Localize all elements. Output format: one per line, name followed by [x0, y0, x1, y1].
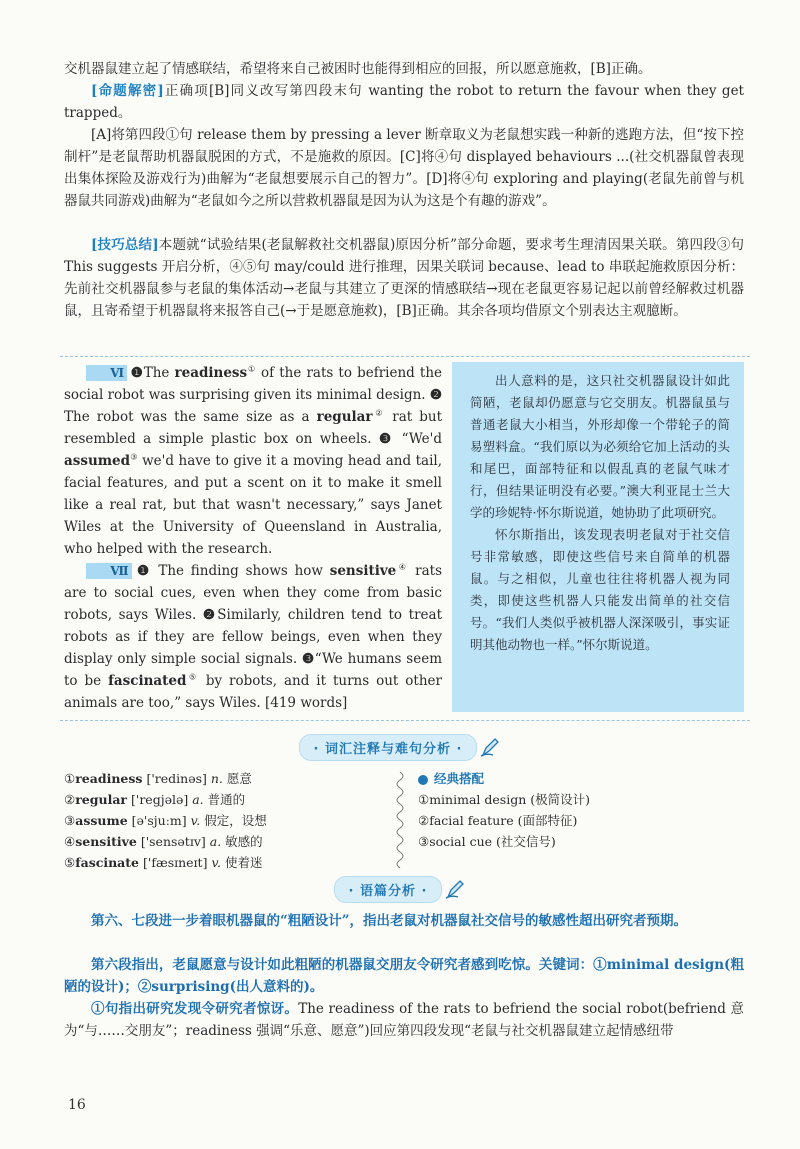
translation-box [452, 362, 744, 712]
paragraph-number: Ⅵ [86, 365, 127, 381]
jiqiao-paragraph: [技巧总结]本题就“试验结果(老鼠解救社交机器鼠)原因分析”部分命题，要求考生理清因果关联。第四段③句 This suggests 开启分析，④⑤句 may/could 进行推理，因果关联词 because、lead to 串联起施救原因分析：先前社交机器鼠参与老鼠的集体活动→老鼠与其建立了更深的情感联结→现在老鼠更容易记起以前曾经解救过机器鼠，且寄希望于机器鼠将来报答自己(→于是愿意施救)，[B]正确。其余各项均借原文个别表达主观臆断。 [64, 237, 744, 319]
divider [60, 720, 750, 721]
jiqiao-tag: [技巧总结] [91, 237, 159, 253]
vocab-item: ⑤fascinate ['fæsɪneɪt] v. 使着迷 [64, 855, 263, 870]
vocab-list [64, 768, 384, 873]
collocation-item: ③social cue (社交信号) [418, 834, 556, 849]
translation-paragraph-6: 出人意料的是，这只社交机器鼠设计如此简陋，老鼠却仍愿意与它交朋友。机器鼠虽与普通老鼠大小相当，外形却像一个带轮子的简易塑料盒。“我们原以为必须给它加上活动的头和尾巴，面部特征和以假乱真的老鼠气味才行，但结果证明没有必要。”澳大利亚昆士兰大学的珍妮特·怀尔斯说道，她协助了此项研究。 [470, 373, 730, 520]
collocation-item: ①minimal design (极简设计) [418, 792, 590, 807]
discourse-section-header [295, 876, 505, 902]
collocation-item: ②facial feature (面部特征) [418, 813, 578, 828]
vocab-item: ①readiness ['redinəs] n. 愿意 [64, 771, 252, 786]
option-analysis-paragraph: [A]将第四段①句 release them by pressing a lever 断章取义为老鼠想实践一种新的逃跑方法，但“按下控制杆”是老鼠帮助机器鼠脱困的方式，不是施救的原因。[C]将④句 displayed behaviours ...(社交机器鼠曾表现出集体探险及游戏行为)曲解为“老鼠想要展示自己的智力”。[D]将④句 exploring and playing(老鼠先前曾与机器鼠共同游戏)曲解为“老鼠如今之所以营救机器鼠是因为认为这是个有趣的游戏”。 [64, 127, 744, 209]
page-number: 16 [68, 1097, 86, 1113]
discourse-sentence-1: ①句指出研究发现令研究者惊讶。The readiness of the rats to befriend the social robot(befriend 意为“与……交朋友”；readiness 强调“乐意、愿意”)回应第四段发现“老鼠与社交机器鼠建立起情感纽带 [64, 1001, 744, 1039]
discourse-paragraph-6: 第六段指出，老鼠愿意与设计如此粗陋的机器鼠交朋友令研究者感到吃惊。关键词：①minimal design(粗陋的设计)；②surprising(出人意料的)。 [64, 957, 744, 995]
mingti-paragraph: [命题解密]正确项[B]同义改写第四段末句 wanting the robot to return the favour when they get trapped。 [64, 83, 744, 121]
vocab-item: ③assume [ə'sjuːm] v. 假定，设想 [64, 813, 267, 828]
divider [60, 356, 750, 357]
vocab-header-label: · 词汇注释与难句分析 · [299, 734, 478, 761]
bullet-icon [418, 775, 428, 785]
mingti-tag: [命题解密] [91, 83, 164, 99]
translation-paragraph-7: 怀尔斯指出，该发现表明老鼠对于社交信号非常敏感，即使这些信号来自简单的机器鼠。与之相似，儿童也往往将机器人视为同类，即使这些机器人只能发出简单的社交信号。“我们人类似乎被机器人深深吸引，事实证明其他动物也一样。”怀尔斯说道。 [470, 527, 730, 652]
spiral-binding-decoration [393, 770, 407, 870]
collocations-title: 经典搭配 [418, 768, 738, 789]
paragraph-number: Ⅶ [86, 563, 132, 579]
vocab-item: ④sensitive ['sensətɪv] a. 敏感的 [64, 834, 263, 849]
discourse-summary: 第六、七段进一步着眼机器鼠的“粗陋设计”，指出老鼠对机器鼠社交信号的敏感性超出研究者预期。 [91, 913, 688, 929]
paragraph-7: Ⅶ ❶ The finding shows how sensitive④ rats are to social cues, even when they come from basic robots, says Wiles. ❷Similarly, children tend to treat robots as if they are fellow beings, even when they display only simple social signals. ❸“We humans seem to be fascinated⑤ by robots, and it turns out other animals are too,” says Wiles. [419 words] [64, 562, 443, 711]
vocab-item: ②regular ['regjələ] a. 普通的 [64, 792, 246, 807]
vocab-section-header [295, 734, 505, 760]
discourse-header-label: · 语篇分析 · [334, 876, 443, 903]
pen-icon [444, 878, 466, 900]
collocations [418, 768, 738, 852]
top-paragraph: 交机器鼠建立起了情感联结，希望将来自己被困时也能得到相应的回报，所以愿意施救，[B]正确。 [64, 61, 652, 77]
pen-icon [479, 736, 501, 758]
paragraph-6: Ⅵ ❶The readiness① of the rats to befriend the social robot was surprising given its minimal design. ❷ The robot was the same size as a regular② rat but resembled a simple plastic box on wheels. ❸ “We'd assumed③ we'd have to give it a moving head and tail, facial features, and put a scent on it to make it smell like a real rat, but that wasn't necessary,” says Janet Wiles at the University of Queensland in Australia, who helped with the research. [64, 364, 443, 557]
english-passage [64, 362, 442, 714]
